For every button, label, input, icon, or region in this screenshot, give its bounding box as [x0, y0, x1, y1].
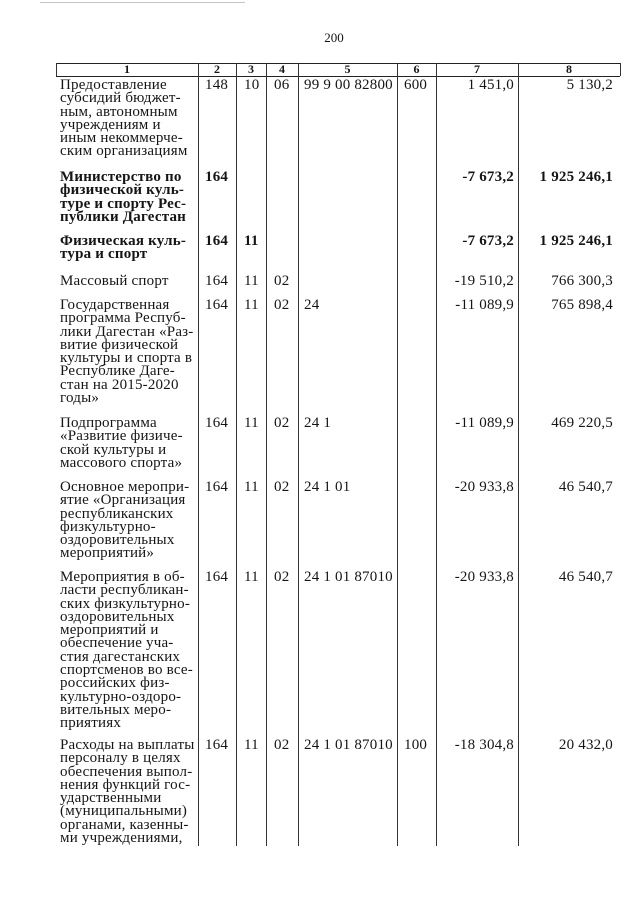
row-name [60, 171, 186, 224]
amount-total-cell: 5 130,2 [566, 77, 613, 93]
table-row [0, 569, 640, 732]
row-name-line: тура и спорт [60, 246, 148, 263]
header-col-1: 1 [124, 62, 130, 76]
target-item-code-cell: 24 1 01 [304, 479, 351, 495]
header-right-border [620, 63, 621, 76]
row-name-line: витие физической [60, 336, 179, 353]
row-name-line: оздоровительных [60, 608, 175, 625]
row-name-line: туре и спорту Рес- [60, 195, 187, 212]
subsection-code-cell: 02 [274, 415, 290, 431]
amount-total-cell: 20 432,0 [558, 737, 613, 753]
row-name [60, 235, 186, 262]
row-name-line: российских физ- [60, 675, 170, 692]
row-name-line: вительных меро- [60, 701, 172, 718]
section-code-cell: 10 [244, 77, 260, 93]
row-name-line: Республике Даге- [60, 363, 175, 380]
row-name-line: программа Респуб- [60, 310, 186, 327]
row-name-line: иным некоммерче- [60, 130, 183, 147]
row-name-line: ударственными [60, 790, 162, 807]
table-row [0, 479, 640, 562]
row-name-line: Физическая куль- [60, 233, 187, 249]
row-name-line: ских физкультурно- [60, 595, 191, 612]
subsection-code-cell: 02 [274, 737, 290, 753]
ministry-code-cell: 148 [205, 77, 229, 93]
row-name-line: стан на 2015-2020 [60, 376, 179, 393]
row-name-line: (муниципальными) [60, 803, 188, 820]
expense-type-code-cell: 600 [404, 77, 428, 93]
table-row [0, 737, 640, 847]
row-name-line: обеспечения выпол- [60, 763, 193, 780]
amount-change-cell: -7 673,2 [462, 169, 514, 185]
row-name-line: мероприятий» [60, 545, 155, 562]
row-name-line: мероприятий и [60, 622, 159, 639]
section-code-cell: 11 [244, 273, 259, 289]
section-code-cell: 11 [244, 233, 259, 249]
amount-change-cell: -19 510,2 [454, 273, 514, 289]
section-code-cell: 11 [244, 297, 259, 313]
row-name-line: ятие «Организация [60, 492, 186, 509]
amount-total-cell: 1 925 246,1 [539, 169, 613, 185]
row-name-line: Министерство по [60, 169, 182, 185]
ministry-code-cell: 164 [205, 273, 229, 289]
row-name-line: массового спорта» [60, 454, 183, 471]
row-name-line: спортсменов во все- [60, 662, 193, 679]
table-row [0, 169, 640, 225]
amount-change-cell: 1 451,0 [467, 77, 514, 93]
header-col-2: 2 [214, 62, 220, 76]
section-code-cell: 11 [244, 415, 259, 431]
scan-artifact-line [40, 2, 245, 3]
header-col-5: 5 [344, 62, 351, 76]
row-name-line: Мероприятия в об- [60, 569, 185, 585]
table-row [0, 233, 640, 263]
row-name-line: ласти республикан- [60, 582, 189, 599]
row-name-line: персоналу в целях [60, 750, 181, 767]
amount-change-cell: -20 933,8 [454, 479, 514, 495]
amount-change-cell: -18 304,8 [454, 737, 514, 753]
ministry-code-cell: 164 [205, 415, 229, 431]
header-col-4: 4 [279, 62, 285, 76]
row-name-line: обеспечение уча- [60, 635, 174, 652]
amount-change-cell: -11 089,9 [455, 297, 514, 313]
table-row [0, 77, 640, 160]
subsection-code-cell: 02 [274, 273, 290, 289]
row-name-line: «Развитие физиче- [60, 428, 183, 445]
ministry-code-cell: 164 [205, 479, 229, 495]
page-number: 200 [324, 30, 344, 45]
row-name-line: годы» [60, 390, 100, 407]
header-col-8: 8 [566, 62, 572, 76]
ministry-code-cell: 164 [205, 233, 229, 249]
row-name-line: физкультурно- [60, 518, 156, 535]
row-name-line: нения функций гос- [60, 776, 191, 793]
row-name-line: культуры и спорта в [60, 350, 193, 367]
amount-total-cell: 765 898,4 [551, 297, 613, 313]
row-name-line: ми учреждениями, [60, 830, 183, 847]
expense-type-code-cell: 100 [404, 737, 428, 753]
row-name-line: Основное меропри- [60, 479, 190, 495]
table-row [0, 415, 640, 471]
row-name-line: ным, автономным [60, 103, 178, 120]
target-item-code-cell: 24 1 01 87010 [304, 737, 393, 753]
amount-total-cell: 766 300,3 [551, 273, 613, 289]
row-name [60, 739, 195, 845]
row-name-line: органами, казенны- [60, 816, 189, 833]
row-name [60, 275, 169, 288]
amount-change-cell: -20 933,8 [454, 569, 514, 585]
row-name-line: культурно-оздоро- [60, 688, 182, 705]
row-name [60, 299, 194, 405]
row-name-line: Подпрограмма [60, 415, 157, 431]
ministry-code-cell: 164 [205, 737, 229, 753]
subsection-code-cell: 02 [274, 479, 290, 495]
header-col-3: 3 [248, 62, 254, 76]
row-name-line: ской культуры и [60, 441, 167, 458]
subsection-code-cell: 02 [274, 569, 290, 585]
row-name [60, 571, 193, 731]
row-name-line: Расходы на выплаты [60, 737, 195, 753]
amount-total-cell: 46 540,7 [558, 479, 613, 495]
row-name-line: учреждениям и [60, 116, 161, 133]
row-name-line: субсидий бюджет- [60, 90, 181, 107]
amount-change-cell: -7 673,2 [462, 233, 514, 249]
table-row [0, 275, 640, 289]
ministry-code-cell: 164 [205, 297, 229, 313]
ministry-code-cell: 164 [205, 169, 229, 185]
section-code-cell: 11 [244, 737, 259, 753]
row-name-line: лики Дагестан «Раз- [60, 323, 194, 340]
row-name-line: ским организациям [60, 143, 188, 160]
row-name [60, 79, 188, 159]
table-row [0, 297, 640, 407]
target-item-code-cell: 99 9 00 82800 [304, 77, 393, 93]
subsection-code-cell: 06 [274, 77, 290, 93]
row-name [60, 417, 183, 470]
row-name-line: приятиях [60, 715, 122, 732]
row-name [60, 481, 189, 561]
target-item-code-cell: 24 1 01 87010 [304, 569, 393, 585]
section-code-cell: 11 [244, 569, 259, 585]
section-code-cell: 11 [244, 479, 259, 495]
header-col-6: 6 [413, 62, 420, 76]
header-col-7: 7 [474, 62, 480, 76]
row-name-line: физической куль- [60, 182, 185, 199]
amount-total-cell: 46 540,7 [558, 569, 613, 585]
row-name-line: оздоровительных [60, 532, 175, 549]
amount-total-cell: 1 925 246,1 [539, 233, 613, 249]
subsection-code-cell: 02 [274, 297, 290, 313]
row-name-line: стия дагестанских [60, 648, 181, 665]
row-name-line: Предоставление [60, 77, 167, 93]
target-item-code-cell: 24 1 [304, 415, 332, 431]
amount-change-cell: -11 089,9 [455, 415, 514, 431]
amount-total-cell: 469 220,5 [551, 415, 613, 431]
row-name-line: республиканских [60, 505, 174, 522]
target-item-code-cell: 24 [304, 297, 320, 313]
row-name-line: публики Дагестан [60, 208, 186, 225]
ministry-code-cell: 164 [205, 569, 229, 585]
row-name-line: Государственная [60, 297, 170, 313]
row-name-line: Массовый спорт [60, 273, 169, 289]
